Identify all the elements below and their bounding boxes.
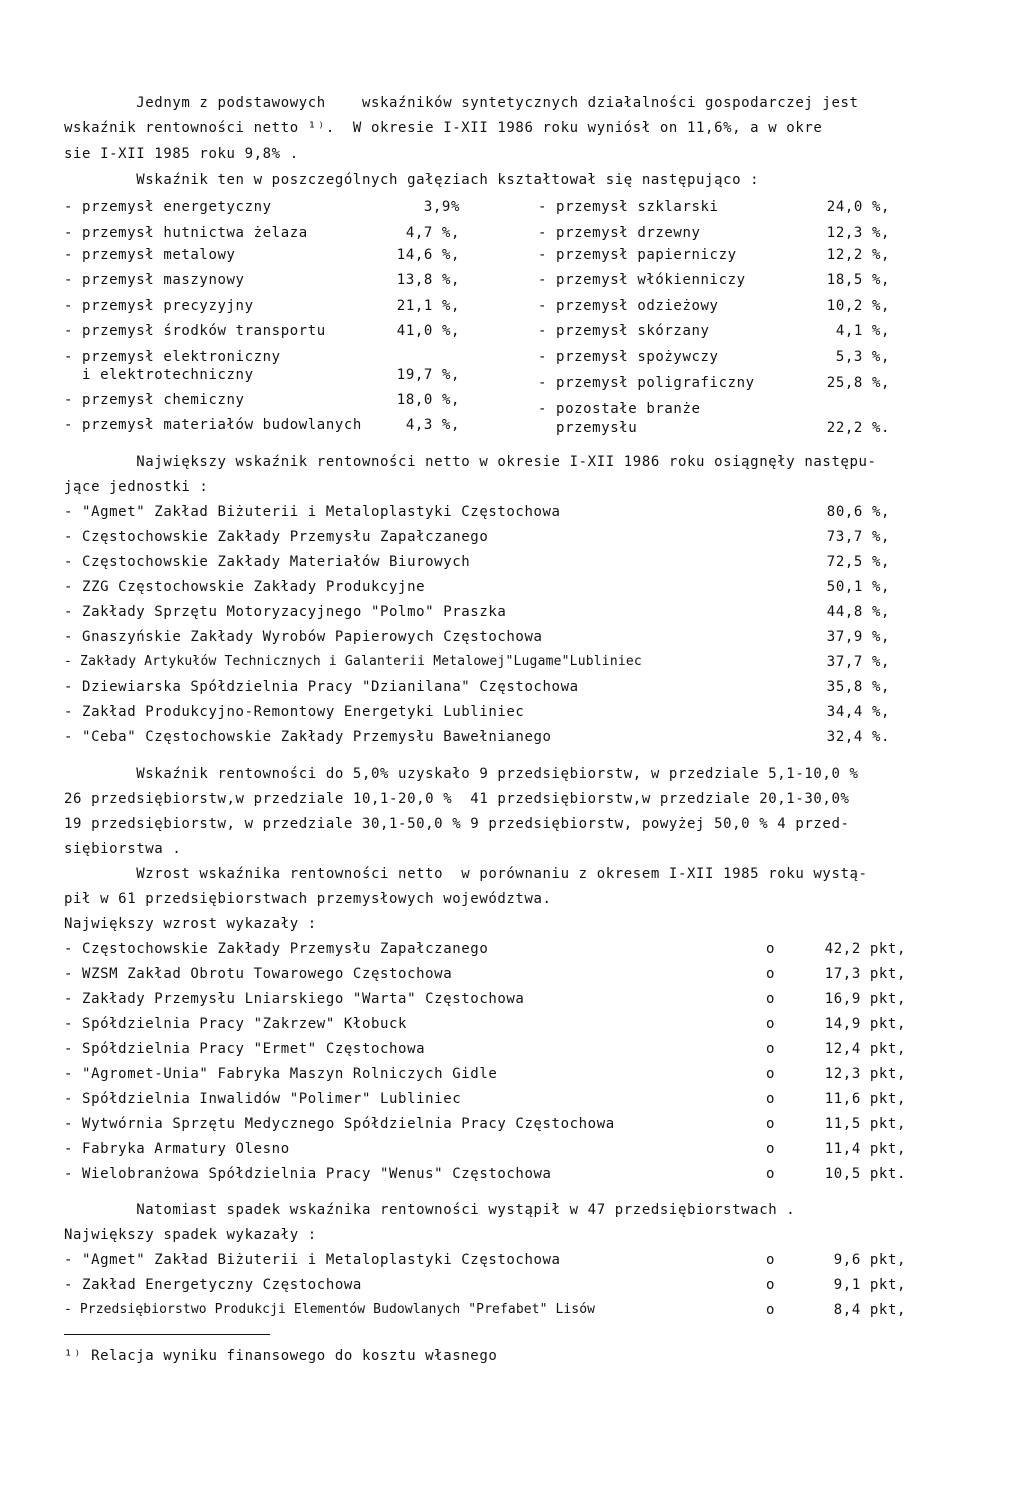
branch-left-value: 14,6 %,: [396, 247, 460, 263]
growth-unit-value: 11,4 pkt,: [824, 1141, 906, 1157]
branch-left-label: - przemysł elektroniczny: [64, 349, 281, 365]
branch-left-label: - przemysł środków transportu: [64, 323, 326, 339]
branch-left-value: 13,8 %,: [396, 272, 460, 288]
largest-unit-name: - Zakład Produkcyjno-Remontowy Energetyki Lubliniec: [64, 704, 525, 720]
intro-line: Jednym z podstawowych wskaźników syntetycznych działalności gospodarczej jest: [64, 95, 859, 111]
largest-intro-line: Największy wskaźnik rentowności netto w okresie I-XII 1986 roku osiągnęły następu-: [64, 454, 877, 470]
branch-right-value: 18,5 %,: [826, 272, 890, 288]
largest-unit-value: 44,8 %,: [826, 604, 890, 620]
branch-right-value: 24,0 %,: [826, 199, 890, 215]
branch-right-value: 5,3 %,: [835, 349, 890, 365]
decline-unit-value: 9,1 pkt,: [833, 1277, 906, 1293]
branch-left-value: 21,1 %,: [396, 298, 460, 314]
branch-left-value: 41,0 %,: [396, 323, 460, 339]
intro-line: Wskaźnik ten w poszczególnych gałęziach kształtował się następująco :: [64, 172, 760, 188]
growth-unit-value: 42,2 pkt,: [824, 941, 906, 957]
decline-line: Natomiast spadek wskaźnika rentowności wystąpił w 47 przedsiębiorstwach .: [64, 1202, 796, 1218]
largest-unit-name: - Dziewiarska Spółdzielnia Pracy "Dzianilana" Częstochowa: [64, 679, 579, 695]
branch-right-label: - pozostałe branże: [538, 401, 701, 417]
growth-line: Największy wzrost wykazały :: [64, 916, 317, 932]
footnote-rule: [64, 1334, 270, 1335]
branch-left-value: 19,7 %,: [396, 367, 460, 383]
branch-left-value: 3,9%: [423, 199, 460, 215]
branch-left-value: 18,0 %,: [396, 392, 460, 408]
branch-right-value: 25,8 %,: [826, 375, 890, 391]
branch-left-value: 4,3 %,: [405, 417, 460, 433]
growth-unit-value: 11,6 pkt,: [824, 1091, 906, 1107]
largest-unit-value: 73,7 %,: [826, 529, 890, 545]
branch-left-label: - przemysł maszynowy: [64, 272, 245, 288]
growth-unit-marker: o: [766, 1166, 776, 1182]
branch-left-label: - przemysł chemiczny: [64, 392, 245, 408]
growth-unit-marker: o: [766, 1091, 776, 1107]
decline-unit-value: 8,4 pkt,: [833, 1302, 906, 1318]
branch-right-label: - przemysł poligraficzny: [538, 375, 755, 391]
decline-unit-marker: o: [766, 1252, 776, 1268]
growth-unit-value: 12,4 pkt,: [824, 1041, 906, 1057]
branch-left-value: 4,7 %,: [405, 225, 460, 241]
growth-unit-name: - Spółdzielnia Pracy "Zakrzew" Kłobuck: [64, 1016, 408, 1032]
largest-unit-value: 50,1 %,: [826, 579, 890, 595]
growth-unit-marker: o: [766, 991, 776, 1007]
largest-unit-value: 34,4 %,: [826, 704, 890, 720]
growth-unit-value: 17,3 pkt,: [824, 966, 906, 982]
growth-line: Wzrost wskaźnika rentowności netto w porównaniu z okresem I-XII 1985 roku wystą-: [64, 866, 868, 882]
growth-unit-value: 12,3 pkt,: [824, 1066, 906, 1082]
branch-right-label: przemysłu: [538, 420, 638, 436]
growth-unit-marker: o: [766, 1066, 776, 1082]
growth-unit-name: - Wielobranżowa Spółdzielnia Pracy "Wenus" Częstochowa: [64, 1166, 552, 1182]
growth-unit-marker: o: [766, 966, 776, 982]
growth-unit-name: - Częstochowskie Zakłady Przemysłu Zapałczanego: [64, 941, 489, 957]
growth-unit-name: - Zakłady Przemysłu Lniarskiego "Warta" Częstochowa: [64, 991, 525, 1007]
branch-left-label: - przemysł materiałów budowlanych: [64, 417, 362, 433]
distribution-line: 19 przedsiębiorstw, w przedziale 30,1-50,0 % 9 przedsiębiorstw, powyżej 50,0 % 4 przed-: [64, 816, 850, 832]
growth-unit-marker: o: [766, 1016, 776, 1032]
decline-line: Największy spadek wykazały :: [64, 1227, 317, 1243]
distribution-line: Wskaźnik rentowności do 5,0% uzyskało 9 przedsiębiorstw, w przedziale 5,1-10,0 %: [64, 766, 859, 782]
growth-unit-name: - "Agromet-Unia" Fabryka Maszyn Rolniczych Gidle: [64, 1066, 498, 1082]
distribution-line: 26 przedsiębiorstw,w przedziale 10,1-20,0 % 41 przedsiębiorstw,w przedziale 20,1-30,0%: [64, 791, 850, 807]
decline-unit-name: - "Agmet" Zakład Biżuterii i Metaloplastyki Częstochowa: [64, 1252, 561, 1268]
branch-right-label: - przemysł skórzany: [538, 323, 710, 339]
largest-unit-name: - Częstochowskie Zakłady Materiałów Biurowych: [64, 554, 471, 570]
growth-unit-name: - WZSM Zakład Obrotu Towarowego Częstochowa: [64, 966, 453, 982]
branch-right-label: - przemysł odzieżowy: [538, 298, 719, 314]
branch-right-value: 4,1 %,: [835, 323, 890, 339]
branch-left-label: - przemysł metalowy: [64, 247, 236, 263]
growth-unit-value: 10,5 pkt.: [824, 1166, 906, 1182]
largest-intro-line: jące jednostki :: [64, 479, 209, 495]
branch-right-label: - przemysł włókienniczy: [538, 272, 746, 288]
growth-unit-value: 11,5 pkt,: [824, 1116, 906, 1132]
largest-unit-value: 32,4 %.: [826, 729, 890, 745]
growth-unit-marker: o: [766, 1116, 776, 1132]
growth-unit-name: - Spółdzielnia Inwalidów "Polimer" Lubliniec: [64, 1091, 462, 1107]
largest-unit-name: - Gnaszyńskie Zakłady Wyrobów Papierowych Częstochowa: [64, 629, 543, 645]
growth-unit-name: - Spółdzielnia Pracy "Ermet" Częstochowa: [64, 1041, 426, 1057]
growth-unit-name: - Wytwórnia Sprzętu Medycznego Spółdzielnia Pracy Częstochowa: [64, 1116, 615, 1132]
decline-unit-value: 9,6 pkt,: [833, 1252, 906, 1268]
growth-unit-marker: o: [766, 1041, 776, 1057]
branch-left-label: - przemysł precyzyjny: [64, 298, 254, 314]
largest-unit-value: 37,7 %,: [826, 654, 890, 670]
branch-right-label: - przemysł spożywczy: [538, 349, 719, 365]
growth-unit-marker: o: [766, 1141, 776, 1157]
decline-unit-name: - Przedsiębiorstwo Produkcji Elementów Budowlanych "Prefabet" Lisów: [64, 1302, 596, 1317]
branch-right-value: 10,2 %,: [826, 298, 890, 314]
branch-left-label: i elektrotechniczny: [64, 367, 254, 383]
largest-unit-name: - Zakłady Artykułów Technicznych i Galanterii Metalowej"Lugame"Lubliniec: [64, 654, 642, 669]
branch-right-value: 22,2 %.: [826, 420, 890, 436]
largest-unit-value: 80,6 %,: [826, 504, 890, 520]
branch-right-label: - przemysł papierniczy: [538, 247, 737, 263]
decline-unit-name: - Zakład Energetyczny Częstochowa: [64, 1277, 362, 1293]
decline-unit-marker: o: [766, 1277, 776, 1293]
decline-unit-marker: o: [766, 1302, 776, 1318]
largest-unit-value: 72,5 %,: [826, 554, 890, 570]
intro-line: sie I-XII 1985 roku 9,8% .: [64, 146, 299, 162]
largest-unit-name: - Zakłady Sprzętu Motoryzacyjnego "Polmo" Praszka: [64, 604, 507, 620]
growth-line: pił w 61 przedsiębiorstwach przemysłowych województwa.: [64, 891, 552, 907]
growth-unit-value: 16,9 pkt,: [824, 991, 906, 1007]
intro-line: wskaźnik rentowności netto ¹⁾. W okresie I-XII 1986 roku wyniósł on 11,6%, a w okre: [64, 120, 823, 136]
branch-right-label: - przemysł szklarski: [538, 199, 719, 215]
branch-left-label: - przemysł hutnictwa żelaza: [64, 225, 308, 241]
branch-left-label: - przemysł energetyczny: [64, 199, 272, 215]
footnote: ¹⁾ Relacja wyniku finansowego do kosztu własnego: [64, 1348, 498, 1364]
growth-unit-marker: o: [766, 941, 776, 957]
largest-unit-name: - "Agmet" Zakład Biżuterii i Metaloplastyki Częstochowa: [64, 504, 561, 520]
largest-unit-name: - Częstochowskie Zakłady Przemysłu Zapałczanego: [64, 529, 489, 545]
largest-unit-name: - "Ceba" Częstochowskie Zakłady Przemysłu Bawełnianego: [64, 729, 552, 745]
branch-right-value: 12,2 %,: [826, 247, 890, 263]
branch-right-label: - przemysł drzewny: [538, 225, 701, 241]
growth-unit-name: - Fabryka Armatury Olesno: [64, 1141, 290, 1157]
distribution-line: siębiorstwa .: [64, 841, 182, 857]
largest-unit-value: 35,8 %,: [826, 679, 890, 695]
largest-unit-name: - ZZG Częstochowskie Zakłady Produkcyjne: [64, 579, 426, 595]
branch-right-value: 12,3 %,: [826, 225, 890, 241]
largest-unit-value: 37,9 %,: [826, 629, 890, 645]
growth-unit-value: 14,9 pkt,: [824, 1016, 906, 1032]
